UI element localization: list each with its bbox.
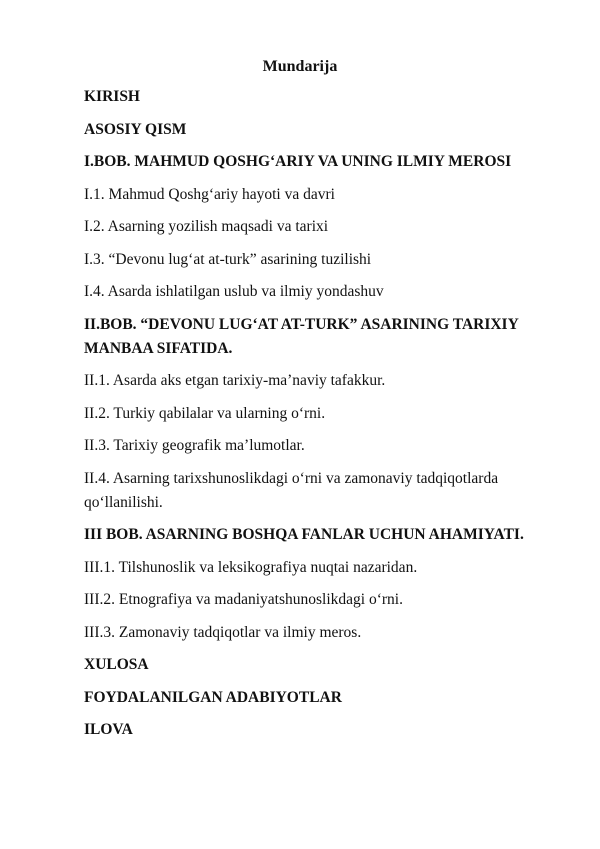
toc-section-2-3: II.3. Tarixiy geografik ma’lumotlar. [84, 437, 305, 454]
toc-entry-asosiy-qism: ASOSIY QISM [84, 120, 187, 138]
toc-section-2-4: II.4. Asarning tarixshunoslikdagi o‘rni va zamonaviy tadqiqotlarda qo‘llanilishi. [84, 469, 499, 511]
toc-section-3-2: III.2. Etnografiya va madaniyatshunoslikdagi o‘rni. [84, 591, 403, 608]
toc-section-1-4: I.4. Asarda ishlatilgan uslub va ilmiy yondashuv [84, 283, 384, 300]
toc-entry-ilova: ILOVA [84, 721, 133, 738]
page-title: Mundarija [262, 58, 338, 75]
toc-entry-kirish: KIRISH [84, 88, 140, 105]
toc-chapter-1: I.BOB. MAHMUD QOSHG‘ARIY VA UNING ILMIY MEROSI [84, 153, 512, 170]
table-of-contents [84, 85, 554, 751]
toc-section-2-1: II.1. Asarda aks etgan tarixiy-ma’naviy tafakkur. [84, 372, 386, 389]
toc-chapter-2: II.BOB. “DEVONU LUG‘AT AT-TURK” ASARINING TARIXIY MANBAA SIFATIDA. [84, 315, 519, 357]
toc-section-2-2: II.2. Turkiy qabilalar va ularning o‘rni. [84, 404, 326, 422]
toc-chapter-3: III BOB. ASARNING BOSHQA FANLAR UCHUN AHAMIYATI. [84, 526, 524, 543]
toc-section-1-2: I.2. Asarning yozilish maqsadi va tarixi [84, 218, 329, 235]
toc-section-1-1: I.1. Mahmud Qoshg‘ariy hayoti va davri [84, 185, 335, 203]
toc-section-3-1: III.1. Tilshunoslik va leksikografiya nuqtai nazaridan. [84, 558, 418, 576]
toc-entry-adabiyotlar: FOYDALANILGAN ADABIYOTLAR [84, 688, 342, 706]
toc-section-3-3: III.3. Zamonaviy tadqiqotlar va ilmiy meros. [84, 623, 362, 641]
toc-entry-xulosa: XULOSA [84, 656, 149, 673]
toc-section-1-3: I.3. “Devonu lug‘at at-turk” asarining tuzilishi [84, 250, 372, 268]
